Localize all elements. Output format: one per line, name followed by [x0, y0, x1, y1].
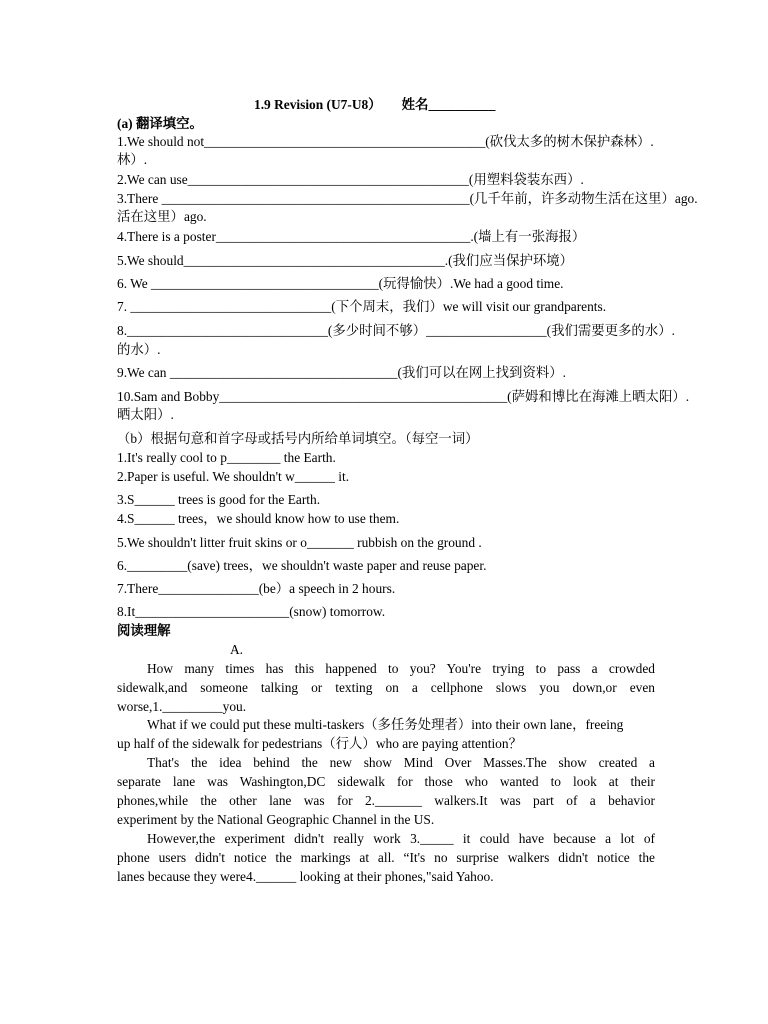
fill-item-7: 7.There_______________(be）a speech in 2 hours. [117, 581, 396, 596]
section-a-heading: (a) 翻译填空。 [117, 116, 203, 131]
translation-item-1: 1.We should not__________________________________________(砍伐太多的树木保护森林）. [117, 134, 654, 149]
translation-item-3: 3.There ______________________________________________(几千年前，许多动物生活在这里）ago. [117, 191, 698, 206]
fill-item-1: 1.It's really cool to p________ the Earth. [117, 450, 336, 465]
translation-item-6: 6. We __________________________________(玩得愉快）.We had a good time. [117, 276, 564, 291]
passage-line: lanes because they were4.______ looking at their phones,"said Yahoo. [117, 869, 494, 884]
fill-item-5: 5.We shouldn't litter fruit skins or o_______ rubbish on the ground . [117, 535, 482, 550]
passage-line: phone users didn't notice the markings at all. “It's no surprise walkers didn't notice the [117, 850, 655, 865]
translation-item-3-cont: 活在这里）ago. [117, 209, 207, 224]
fill-item-3: 3.S______ trees is good for the Earth. [117, 492, 321, 507]
translation-item-8-cont: 的水）. [117, 342, 161, 357]
translation-item-7: 7. ______________________________(下个周末，我们）we will visit our grandparents. [117, 299, 607, 314]
worksheet-title: 1.9 Revision (U7-U8） 姓名__________ [254, 97, 496, 112]
section-b-heading: （b）根据句意和首字母或括号内所给单词填空。（每空一词） [117, 431, 479, 446]
translation-item-5: 5.We should_______________________________________.(我们应当保护环境） [117, 253, 574, 268]
passage-line: experiment by the National Geographic Channel in the US. [117, 812, 435, 827]
fill-item-8: 8.It_______________________(snow) tomorrow. [117, 604, 386, 619]
passage-line: How many times has this happened to you? You're trying to pass a crowded [147, 661, 655, 676]
passage-line: What if we could put these multi-taskers（多任务处理者）into their own lane，freeing [147, 717, 624, 732]
translation-item-10-cont: 晒太阳）. [117, 407, 174, 422]
passage-label: A. [230, 642, 244, 657]
fill-item-2: 2.Paper is useful. We shouldn't w______ it. [117, 469, 350, 484]
translation-item-9: 9.We can __________________________________(我们可以在网上找到资料）. [117, 365, 566, 380]
passage-line: separate lane was Washington,DC sidewalk for those who wanted to look at their [117, 774, 655, 789]
passage-line: However,the experiment didn't really work 3._____ it could have because a lot of [147, 831, 655, 846]
translation-item-1-cont: 林）. [117, 152, 148, 167]
translation-item-2: 2.We can use__________________________________________(用塑料袋装东西）. [117, 172, 584, 187]
passage-line: sidewalk,and someone talking or texting on a cellphone slows you down,or even [117, 680, 655, 695]
translation-item-10: 10.Sam and Bobby___________________________________________(萨姆和博比在海滩上晒太阳）. [117, 389, 690, 404]
passage-line: up half of the sidewalk for pedestrians（行人）who are paying attention？ [117, 736, 522, 751]
translation-item-4: 4.There is a poster______________________________________.(墙上有一张海报） [117, 229, 586, 244]
reading-heading: 阅读理解 [117, 623, 171, 638]
passage-line: That's the idea behind the new show Mind Over Masses.The show created a [147, 755, 655, 770]
passage-line: phones,while the other lane was for 2._______ walkers.It was part of a behavior [117, 793, 655, 808]
translation-item-8: 8.______________________________(多少时间不够）__________________(我们需要更多的水）. [117, 323, 675, 338]
fill-item-4: 4.S______ trees，we should know how to use them. [117, 511, 400, 526]
passage-line: worse,1._________you. [117, 699, 247, 714]
fill-item-6: 6._________(save) trees，we shouldn't waste paper and reuse paper. [117, 558, 487, 573]
